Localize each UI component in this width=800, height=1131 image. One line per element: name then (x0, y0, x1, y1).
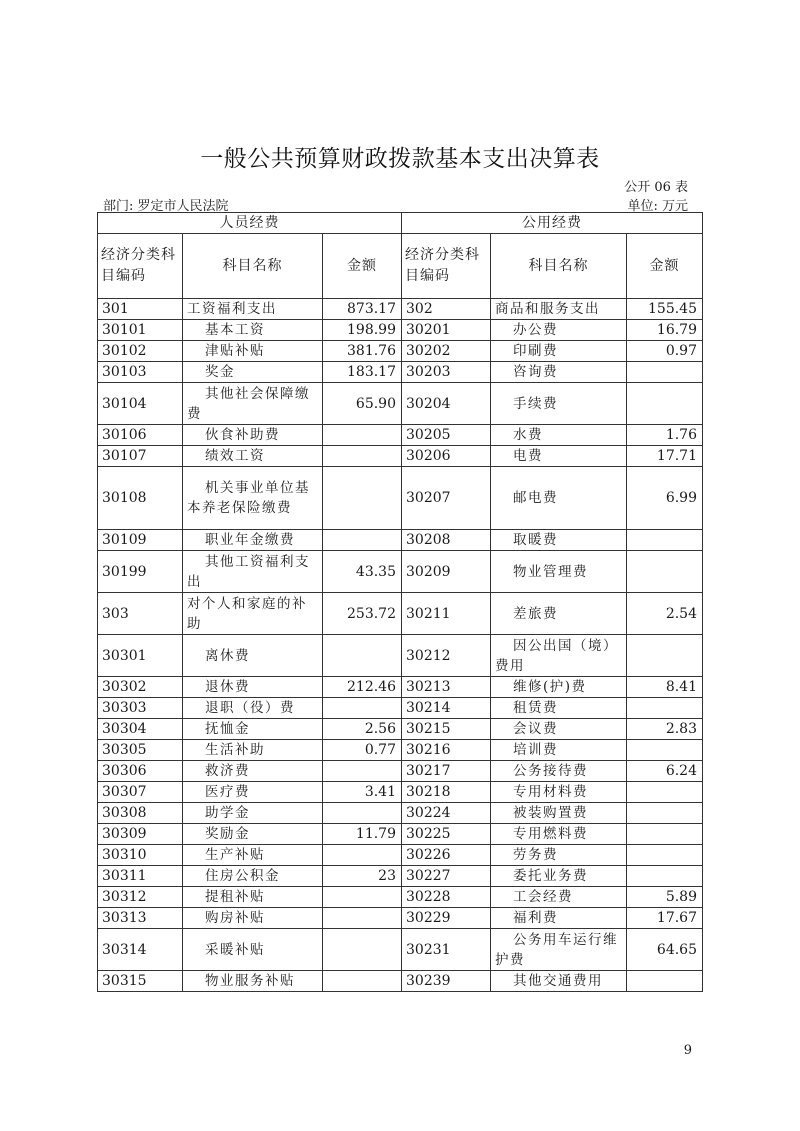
table-row (98, 782, 703, 803)
table-row (98, 908, 703, 929)
table-row (98, 719, 703, 740)
right-code-cell: 30201 (402, 320, 491, 341)
right-code-cell: 30224 (402, 803, 491, 824)
right-code-cell: 30207 (402, 467, 491, 530)
left-code-cell: 30306 (98, 761, 183, 782)
left-amount-cell (323, 803, 402, 824)
left-code-cell: 30301 (98, 635, 183, 677)
left-amount-cell: 183.17 (323, 362, 402, 383)
left-amount-cell: 3.41 (323, 782, 402, 803)
right-name-cell: 水费 (491, 425, 627, 446)
left-amount-cell: 43.35 (323, 551, 402, 593)
left-amount-cell: 65.90 (323, 383, 402, 425)
right-code-cell: 30204 (402, 383, 491, 425)
right-amount-cell (627, 551, 703, 593)
right-code-cell: 30216 (402, 740, 491, 761)
column-header-code: 经济分类科目编码 (402, 234, 491, 299)
left-name-cell: 离休费 (183, 635, 323, 677)
right-name-cell: 公务用车运行维护费 (491, 929, 627, 971)
table-row (98, 929, 703, 971)
right-amount-cell (627, 971, 703, 992)
right-name-cell: 维修(护)费 (491, 677, 627, 698)
right-amount-cell (627, 362, 703, 383)
left-code-cell: 301 (98, 299, 183, 320)
right-code-cell: 30217 (402, 761, 491, 782)
right-name-cell: 工会经费 (491, 887, 627, 908)
left-code-cell: 30106 (98, 425, 183, 446)
table-row (98, 341, 703, 362)
right-code-cell: 30208 (402, 530, 491, 551)
left-code-cell: 30312 (98, 887, 183, 908)
left-code-cell: 30307 (98, 782, 183, 803)
column-header-code: 经济分类科目编码 (98, 234, 183, 299)
right-code-cell: 30215 (402, 719, 491, 740)
right-name-cell: 其他交通费用 (491, 971, 627, 992)
right-code-cell: 30209 (402, 551, 491, 593)
table-row (98, 383, 703, 425)
left-code-cell: 30199 (98, 551, 183, 593)
left-code-cell: 30309 (98, 824, 183, 845)
unit-label: 单位: 万元 (627, 199, 688, 214)
left-code-cell: 30101 (98, 320, 183, 341)
left-code-cell: 30107 (98, 446, 183, 467)
left-amount-cell (323, 887, 402, 908)
right-name-cell: 办公费 (491, 320, 627, 341)
right-code-cell: 30212 (402, 635, 491, 677)
right-name-cell: 物业管理费 (491, 551, 627, 593)
right-code-cell: 30227 (402, 866, 491, 887)
left-name-cell: 医疗费 (183, 782, 323, 803)
right-name-cell: 被装购置费 (491, 803, 627, 824)
column-header-name: 科目名称 (491, 234, 627, 299)
left-code-cell: 30311 (98, 866, 183, 887)
right-amount-cell: 2.83 (627, 719, 703, 740)
table-row (98, 467, 703, 530)
left-code-cell: 30308 (98, 803, 183, 824)
table-row (98, 362, 703, 383)
right-amount-cell: 6.24 (627, 761, 703, 782)
right-name-cell: 租赁费 (491, 698, 627, 719)
left-amount-cell: 381.76 (323, 341, 402, 362)
left-code-cell: 30310 (98, 845, 183, 866)
right-amount-cell: 1.76 (627, 425, 703, 446)
left-amount-cell (323, 971, 402, 992)
right-amount-cell: 2.54 (627, 593, 703, 635)
right-code-cell: 30213 (402, 677, 491, 698)
left-code-cell: 30315 (98, 971, 183, 992)
left-name-cell: 津贴补贴 (183, 341, 323, 362)
left-amount-cell: 212.46 (323, 677, 402, 698)
right-name-cell: 商品和服务支出 (491, 299, 627, 320)
table-row (98, 677, 703, 698)
table-row (98, 425, 703, 446)
expenditure-table (97, 212, 703, 992)
left-name-cell: 退休费 (183, 677, 323, 698)
right-code-cell: 302 (402, 299, 491, 320)
table-row (98, 593, 703, 635)
column-header-amount: 金额 (323, 234, 402, 299)
left-name-cell: 提租补贴 (183, 887, 323, 908)
left-code-cell: 30314 (98, 929, 183, 971)
left-name-cell: 机关事业单位基本养老保险缴费 (183, 467, 323, 530)
left-name-cell: 生活补助 (183, 740, 323, 761)
table-row (98, 530, 703, 551)
left-amount-cell (323, 446, 402, 467)
left-name-cell: 其他工资福利支出 (183, 551, 323, 593)
table-row (98, 803, 703, 824)
left-amount-cell (323, 761, 402, 782)
right-amount-cell: 0.97 (627, 341, 703, 362)
right-amount-cell (627, 845, 703, 866)
left-code-cell: 30108 (98, 467, 183, 530)
right-name-cell: 委托业务费 (491, 866, 627, 887)
right-name-cell: 电费 (491, 446, 627, 467)
left-code-cell: 30102 (98, 341, 183, 362)
right-code-cell: 30229 (402, 908, 491, 929)
right-code-cell: 30205 (402, 425, 491, 446)
table-row (98, 635, 703, 677)
right-amount-cell (627, 635, 703, 677)
left-amount-cell: 11.79 (323, 824, 402, 845)
left-code-cell: 30305 (98, 740, 183, 761)
column-header-name: 科目名称 (183, 234, 323, 299)
left-code-cell: 30302 (98, 677, 183, 698)
right-name-cell: 因公出国（境）费用 (491, 635, 627, 677)
right-name-cell: 专用燃料费 (491, 824, 627, 845)
table-row (98, 698, 703, 719)
right-amount-cell (627, 782, 703, 803)
left-name-cell: 绩效工资 (183, 446, 323, 467)
right-name-cell: 咨询费 (491, 362, 627, 383)
left-amount-cell (323, 698, 402, 719)
left-name-cell: 退职（役）费 (183, 698, 323, 719)
right-amount-cell (627, 698, 703, 719)
left-name-cell: 购房补贴 (183, 908, 323, 929)
group-header-personnel: 人员经费 (98, 213, 402, 234)
table-row (98, 761, 703, 782)
left-code-cell: 303 (98, 593, 183, 635)
right-amount-cell (627, 866, 703, 887)
left-amount-cell: 23 (323, 866, 402, 887)
right-name-cell: 公务接待费 (491, 761, 627, 782)
left-code-cell: 30109 (98, 530, 183, 551)
left-amount-cell (323, 845, 402, 866)
table-row (98, 551, 703, 593)
right-amount-cell: 64.65 (627, 929, 703, 971)
left-name-cell: 其他社会保障缴费 (183, 383, 323, 425)
right-name-cell: 福利费 (491, 908, 627, 929)
right-amount-cell (627, 824, 703, 845)
right-name-cell: 印刷费 (491, 341, 627, 362)
left-name-cell: 住房公积金 (183, 866, 323, 887)
table-row (98, 320, 703, 341)
column-header-amount: 金额 (627, 234, 703, 299)
right-amount-cell: 17.67 (627, 908, 703, 929)
right-code-cell: 30218 (402, 782, 491, 803)
right-code-cell: 30202 (402, 341, 491, 362)
left-amount-cell (323, 635, 402, 677)
left-name-cell: 职业年金缴费 (183, 530, 323, 551)
right-name-cell: 会议费 (491, 719, 627, 740)
table-row (98, 299, 703, 320)
left-name-cell: 奖金 (183, 362, 323, 383)
right-name-cell: 培训费 (491, 740, 627, 761)
right-name-cell: 邮电费 (491, 467, 627, 530)
right-amount-cell (627, 803, 703, 824)
left-name-cell: 抚恤金 (183, 719, 323, 740)
left-amount-cell (323, 908, 402, 929)
right-amount-cell: 155.45 (627, 299, 703, 320)
left-amount-cell: 0.77 (323, 740, 402, 761)
right-code-cell: 30239 (402, 971, 491, 992)
right-name-cell: 差旅费 (491, 593, 627, 635)
right-amount-cell (627, 530, 703, 551)
right-amount-cell: 17.71 (627, 446, 703, 467)
left-name-cell: 基本工资 (183, 320, 323, 341)
left-name-cell: 采暖补贴 (183, 929, 323, 971)
left-name-cell: 生产补贴 (183, 845, 323, 866)
left-amount-cell: 873.17 (323, 299, 402, 320)
right-amount-cell: 5.89 (627, 887, 703, 908)
table-row (98, 845, 703, 866)
left-name-cell: 物业服务补贴 (183, 971, 323, 992)
left-name-cell: 救济费 (183, 761, 323, 782)
right-name-cell: 专用材料费 (491, 782, 627, 803)
left-name-cell: 伙食补助费 (183, 425, 323, 446)
table-row (98, 971, 703, 992)
left-code-cell: 30104 (98, 383, 183, 425)
right-code-cell: 30214 (402, 698, 491, 719)
page-number: 9 (683, 1043, 692, 1058)
table-row (98, 824, 703, 845)
page-title: 一般公共预算财政拨款基本支出决算表 (200, 146, 600, 172)
right-code-cell: 30225 (402, 824, 491, 845)
right-amount-cell (627, 383, 703, 425)
left-amount-cell (323, 530, 402, 551)
left-amount-cell: 2.56 (323, 719, 402, 740)
right-code-cell: 30211 (402, 593, 491, 635)
right-amount-cell: 6.99 (627, 467, 703, 530)
department-label: 部门: 罗定市人民法院 (103, 199, 229, 214)
left-name-cell: 助学金 (183, 803, 323, 824)
right-code-cell: 30203 (402, 362, 491, 383)
right-code-cell: 30231 (402, 929, 491, 971)
left-name-cell: 奖励金 (183, 824, 323, 845)
left-amount-cell (323, 467, 402, 530)
right-amount-cell: 16.79 (627, 320, 703, 341)
right-name-cell: 取暖费 (491, 530, 627, 551)
left-code-cell: 30103 (98, 362, 183, 383)
table-row (98, 866, 703, 887)
left-name-cell: 对个人和家庭的补助 (183, 593, 323, 635)
left-code-cell: 30303 (98, 698, 183, 719)
table-row (98, 887, 703, 908)
right-code-cell: 30228 (402, 887, 491, 908)
right-code-cell: 30206 (402, 446, 491, 467)
left-code-cell: 30313 (98, 908, 183, 929)
right-name-cell: 劳务费 (491, 845, 627, 866)
right-code-cell: 30226 (402, 845, 491, 866)
table-body (98, 299, 703, 992)
left-amount-cell (323, 929, 402, 971)
right-name-cell: 手续费 (491, 383, 627, 425)
left-amount-cell (323, 425, 402, 446)
table-row (98, 446, 703, 467)
left-name-cell: 工资福利支出 (183, 299, 323, 320)
left-amount-cell: 198.99 (323, 320, 402, 341)
right-amount-cell (627, 740, 703, 761)
table-row (98, 740, 703, 761)
form-number: 公开 06 表 (624, 180, 688, 195)
right-amount-cell: 8.41 (627, 677, 703, 698)
group-header-public: 公用经费 (402, 213, 703, 234)
left-code-cell: 30304 (98, 719, 183, 740)
left-amount-cell: 253.72 (323, 593, 402, 635)
